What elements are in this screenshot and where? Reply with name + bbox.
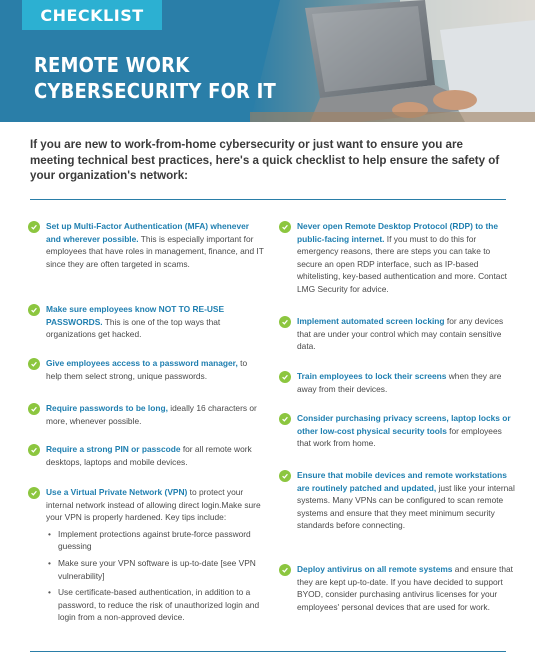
check-circle-icon	[279, 470, 291, 482]
item-highlight: Give employees access to a password manager,	[46, 358, 238, 368]
item-highlight: Use a Virtual Private Network (VPN)	[46, 487, 188, 497]
item-highlight: Deploy antivirus on all remote systems	[297, 564, 453, 574]
item-highlight: Ensure that mobile devices and remote workstations are routinely patched and updated,	[297, 470, 507, 493]
checklist-item	[28, 402, 264, 427]
item-text: This is especially important for employees that have roles in management, finance, and IT since they are often targeted in scams.	[46, 233, 264, 269]
item-text: to protect your internal network instead of allowing direct login.Make sure your VPN is properly hardened. Key tips include:	[46, 487, 261, 523]
title-line-2: CYBERSECURITY FOR IT	[34, 79, 276, 103]
item-text: This is one of the top ways that organizations get hacked.	[46, 316, 221, 340]
item-text: ideally 16 characters or more, whenever possible.	[46, 403, 257, 426]
item-highlight: Consider purchasing privacy screens, laptop locks or other low-cost physical security tools	[297, 413, 511, 436]
item-text: when they are away from their devices.	[297, 371, 502, 394]
check-circle-icon	[279, 564, 291, 576]
check-circle-icon	[279, 221, 291, 233]
item-text: for any devices that are under your control which may contain sensitive data.	[297, 316, 504, 352]
intro-paragraph: If you are new to work-from-home cybersecurity or just want to ensure you are meeting technical best practices, here's a quick checklist to help ensure the safety of your organization's network:	[30, 138, 500, 182]
vpn-tips-list	[46, 528, 264, 624]
item-text: to help them select strong, unique passwords.	[46, 358, 248, 381]
page-title	[34, 52, 276, 104]
item-highlight: Implement automated screen locking	[297, 316, 445, 326]
header-banner	[0, 0, 535, 122]
list-item: • Make sure your VPN software is up-to-date [see VPN vulnerability]	[46, 557, 264, 582]
check-circle-icon	[28, 444, 40, 456]
check-circle-icon	[279, 413, 291, 425]
item-text: If you must to do this for emergency reasons, there are steps you can take to secure an open RDP interface, such as IP-based whitelisting, key-based authentication and more. Contact LMG Security for advice.	[297, 233, 507, 294]
check-circle-icon	[28, 487, 40, 499]
item-text: and ensure that they are kept up-to-date. If you have decided to support BYOD, consider purchasing antivirus licenses for your employees' personal devices that are used for work.	[297, 564, 513, 612]
checklist-item	[28, 486, 264, 628]
checklist-item	[279, 469, 515, 532]
item-highlight: Require a strong PIN or passcode	[46, 444, 181, 454]
check-circle-icon	[28, 304, 40, 316]
checklist-item	[28, 220, 264, 270]
laptop-photo-image	[250, 0, 535, 122]
checklist-item	[279, 563, 515, 613]
item-highlight: Require passwords to be long,	[46, 403, 168, 413]
list-item: • Use certificate-based authentication, in addition to a password, to reduce the risk of unauthorized login and login from a non-approved device.	[46, 586, 264, 624]
checklist-item	[28, 357, 264, 382]
item-text: just like your internal systems. Many VPNs can be configured to scan remote systems and ensure that they meet minimum security standards before connecting.	[297, 482, 515, 531]
item-highlight: Make sure employees know NOT TO RE-USE PASSWORDS.	[46, 304, 225, 327]
item-text: for all remote work desktops, laptops and mobile devices.	[46, 444, 252, 467]
item-text: for employees that work from home.	[297, 425, 502, 449]
checklist-item	[279, 315, 515, 353]
title-line-1: REMOTE WORK	[34, 53, 190, 77]
divider-bottom	[30, 651, 506, 652]
checklist-item	[28, 303, 264, 341]
check-circle-icon	[279, 371, 291, 383]
check-circle-icon	[279, 316, 291, 328]
list-item: • Implement protections against brute-force password guessing	[46, 528, 264, 553]
check-circle-icon	[28, 403, 40, 415]
item-highlight: Train employees to lock their screens	[297, 371, 447, 381]
checklist-item	[279, 412, 515, 450]
divider-top	[30, 199, 506, 200]
checklist-item	[28, 443, 264, 468]
checklist-item	[279, 370, 515, 395]
checklist-item	[279, 220, 515, 296]
item-highlight: Set up Multi-Factor Authentication (MFA) whenever and wherever possible.	[46, 221, 250, 244]
item-highlight: Never open Remote Desktop Protocol (RDP) to the public-facing internet.	[297, 221, 499, 244]
checklist-tag: CHECKLIST	[22, 0, 162, 30]
check-circle-icon	[28, 221, 40, 233]
check-circle-icon	[28, 358, 40, 370]
